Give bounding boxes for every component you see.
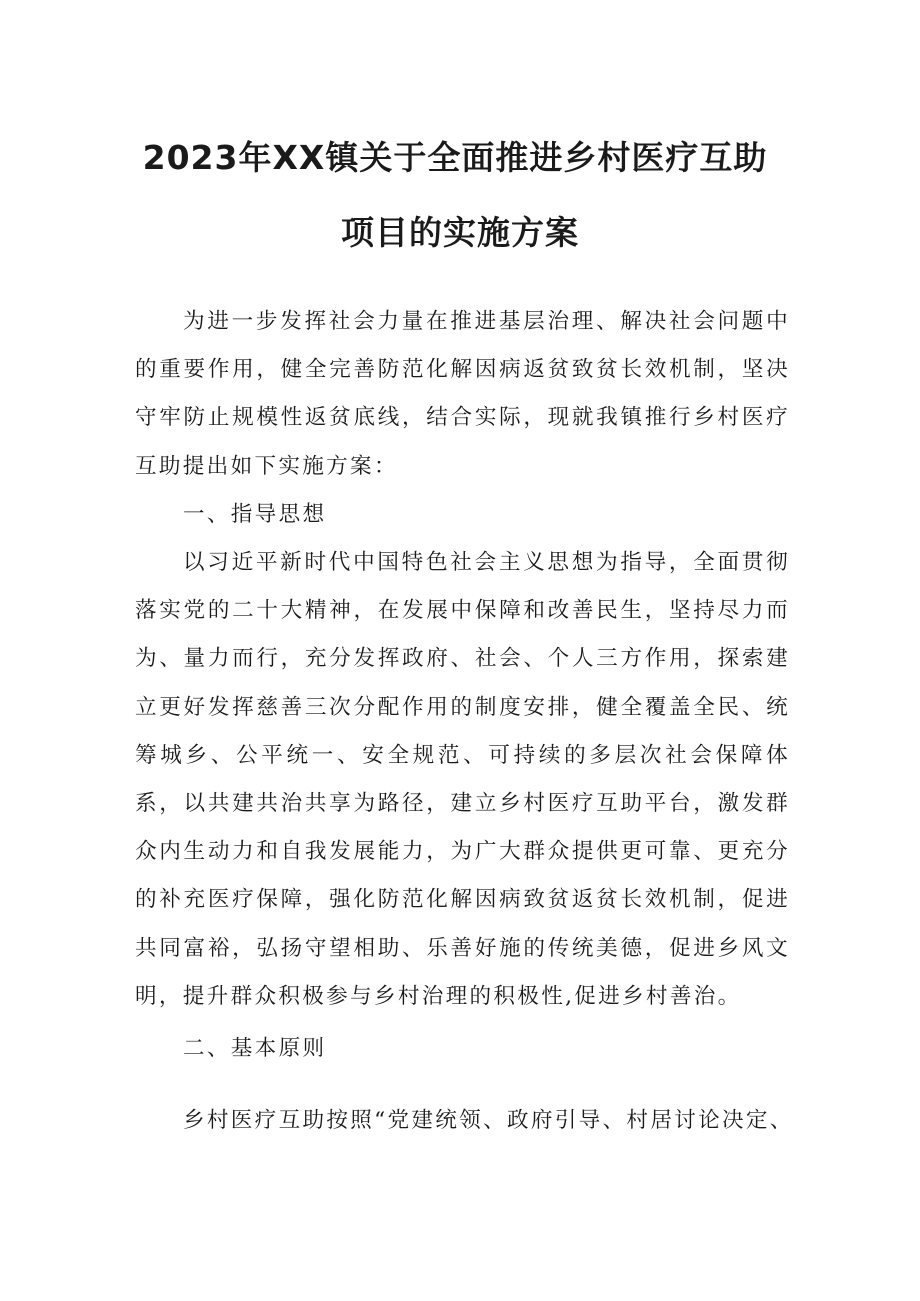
section-1-heading-block [135,491,790,539]
intro-paragraph [135,298,790,491]
section-1-heading: 一、指导思想 [183,502,327,527]
section-2-text: 乡村医疗互助按照“党建统领、政府引导、村居讨论决定、 [183,1108,794,1133]
section-2-heading-block [135,1025,790,1073]
document-title-line-1: 2023年XX镇关于全面推进乡村医疗互助 [142,138,768,177]
section-1-text: 以习近平新时代中国特色社会主义思想为指导，全面贯彻落实党的二十大精神，在发展中保障和改善民生，坚持尽力而为、量力而行，充分发挥政府、社会、个人三方作用，探索建立更好发挥慈善三次分配作用的制度安排，健全覆盖全民、统筹城乡、公平统一、安全规范、可持续的多层次社会保障体系，以共建共治共享为路径，建立乡村医疗互助平台，激发群众内生动力和自我发展能力，为广大群众提供更可靠、更充分的补充医疗保障，强化防范化解因病致贫返贫长效机制，促进共同富裕，弘扬守望相助、乐善好施的传统美德，促进乡风文明，提升群众积极参与乡村治理的积极性,促进乡村善治。 [135,550,790,1009]
section-2-paragraph [135,1097,794,1145]
intro-text: 为进一步发挥社会力量在推进基层治理、解决社会问题中的重要作用，健全完善防范化解因病返贫致贫长效机制，坚决守牢防止规模性返贫底线，结合实际，现就我镇推行乡村医疗互助提出如下实施方案： [135,309,790,479]
section-2-heading: 二、基本原则 [183,1036,327,1061]
section-1-paragraph [135,539,790,1021]
document-title-line-2: 项目的实施方案 [341,213,579,252]
